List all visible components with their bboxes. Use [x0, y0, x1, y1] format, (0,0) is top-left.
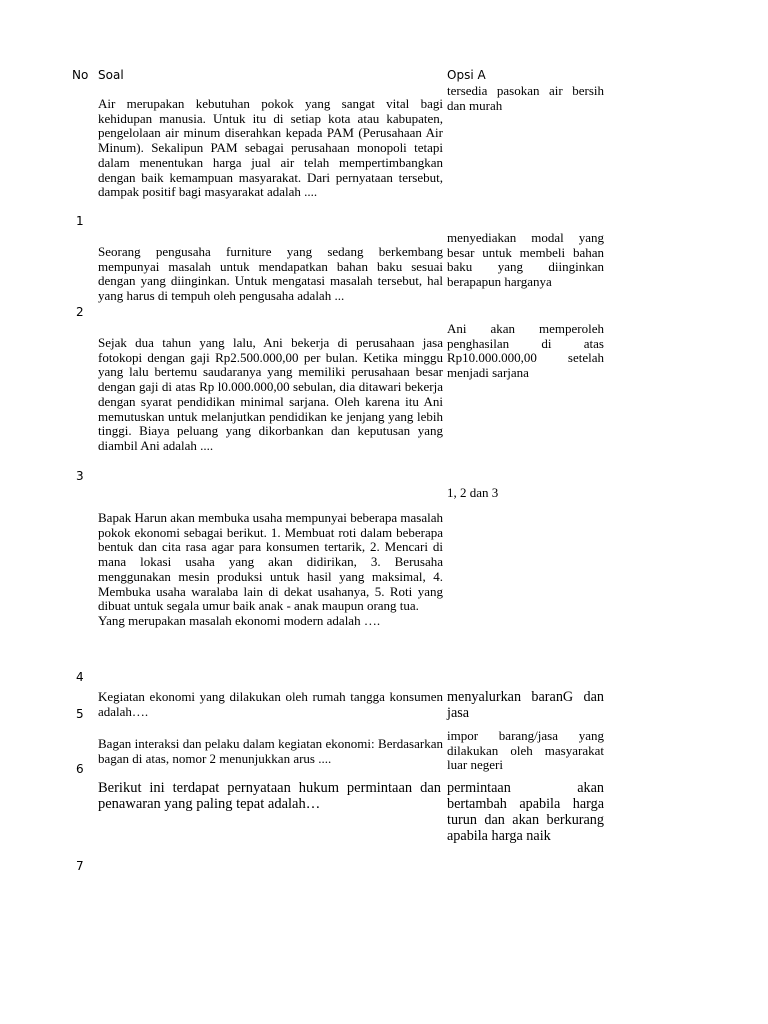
option-a-2: menyediakan modal yang besar untuk membeli bahan baku yang diinginkan berapapun harganya — [447, 230, 604, 290]
question-6: Bagan interaksi dan pelaku dalam kegiatan ekonomi: Berdasarkan bagan di atas, nomor 2 menunjukkan arus .... — [98, 736, 443, 766]
question-4-prompt: Yang merupakan masalah ekonomi modern adalah …. — [98, 612, 381, 628]
header-no: No — [72, 68, 89, 82]
option-a-3: Ani akan memperoleh penghasilan di atas Rp10.000.000,00 setelah menjadi sarjana — [447, 321, 604, 381]
option-a-5: menyalurkan baranG dan jasa — [447, 689, 604, 721]
question-4-body: Bapak Harun akan membuka usaha mempunyai beberapa masalah pokok ekonomi sebagai berikut. 1. Membuat roti dalam beberapa bentuk dan cita rasa agar para konsumen tertarik, 2. Mencari di mana lokasi usaha yang akan didirikan, 3. Berusaha menggunakan mesin produksi untuk hasil yang maksimal, 4. Membuka usaha waralaba lain di dekat usahanya, 5. Roti yang dibuat untuk segala umur baik anak - anak maupun orang tua. — [98, 510, 443, 614]
question-7: Berikut ini terdapat pernyataan hukum permintaan dan penawaran yang paling tepat adalah… — [98, 780, 441, 813]
row-number-6: 6 — [76, 762, 84, 776]
header-opsi-a: Opsi A — [447, 68, 486, 82]
option-a-4: 1, 2 dan 3 — [447, 485, 499, 500]
option-a-1: tersedia pasokan air bersih dan murah — [447, 83, 604, 113]
row-number-1: 1 — [76, 214, 84, 228]
row-number-2: 2 — [76, 305, 84, 319]
row-number-7: 7 — [76, 859, 84, 873]
header-soal: Soal — [98, 68, 124, 82]
row-number-3: 3 — [76, 469, 84, 483]
question-4 — [98, 511, 443, 629]
row-number-4: 4 — [76, 670, 84, 684]
option-a-6: impor barang/jasa yang dilakukan oleh masyarakat luar negeri — [447, 728, 604, 773]
row-number-5: 5 — [76, 707, 84, 721]
question-2: Seorang pengusaha furniture yang sedang berkembang mempunyai masalah untuk mendapatkan bahan baku sesuai dengan yang diinginkan. Untuk mengatasi masalah tersebut, hal yang harus di tempuh oleh pengusaha adalah ... — [98, 244, 443, 304]
question-1: Air merupakan kebutuhan pokok yang sangat vital bagi kehidupan manusia. Untuk itu di setiap kota atau kabupaten, pengelolaan air minum diserahkan kepada PAM (Perusahaan Air Minum). Sekalipun PAM sebagai perusahaan monopoli tetapi dalam menentukan harga jual air telah mempertimbangkan dengan baik kemampuan masyarakat. Dari pernyataan tersebut, dampak positif bagi masyarakat adalah .... — [98, 96, 443, 200]
option-a-7: permintaan akan bertambah apabila harga turun dan akan berkurang apabila harga naik — [447, 780, 604, 844]
question-5: Kegiatan ekonomi yang dilakukan oleh rumah tangga konsumen adalah…. — [98, 689, 443, 719]
question-3: Sejak dua tahun yang lalu, Ani bekerja di perusahaan jasa fotokopi dengan gaji Rp2.500.000,00 per bulan. Ketika minggu yang lalu bertemu saudaranya yang memiliki perusahaan besar dengan gaji di atas Rp l0.000.000,00 sebulan, dia ditawari bekerja dengan syarat pendidikan minimal sarjana. Oleh karena itu Ani memutuskan untuk melanjutkan pendidikan ke jenjang yang lebih tinggi. Biaya peluang yang dikorbankan dan keputusan yang diambil Ani adalah .... — [98, 335, 443, 453]
